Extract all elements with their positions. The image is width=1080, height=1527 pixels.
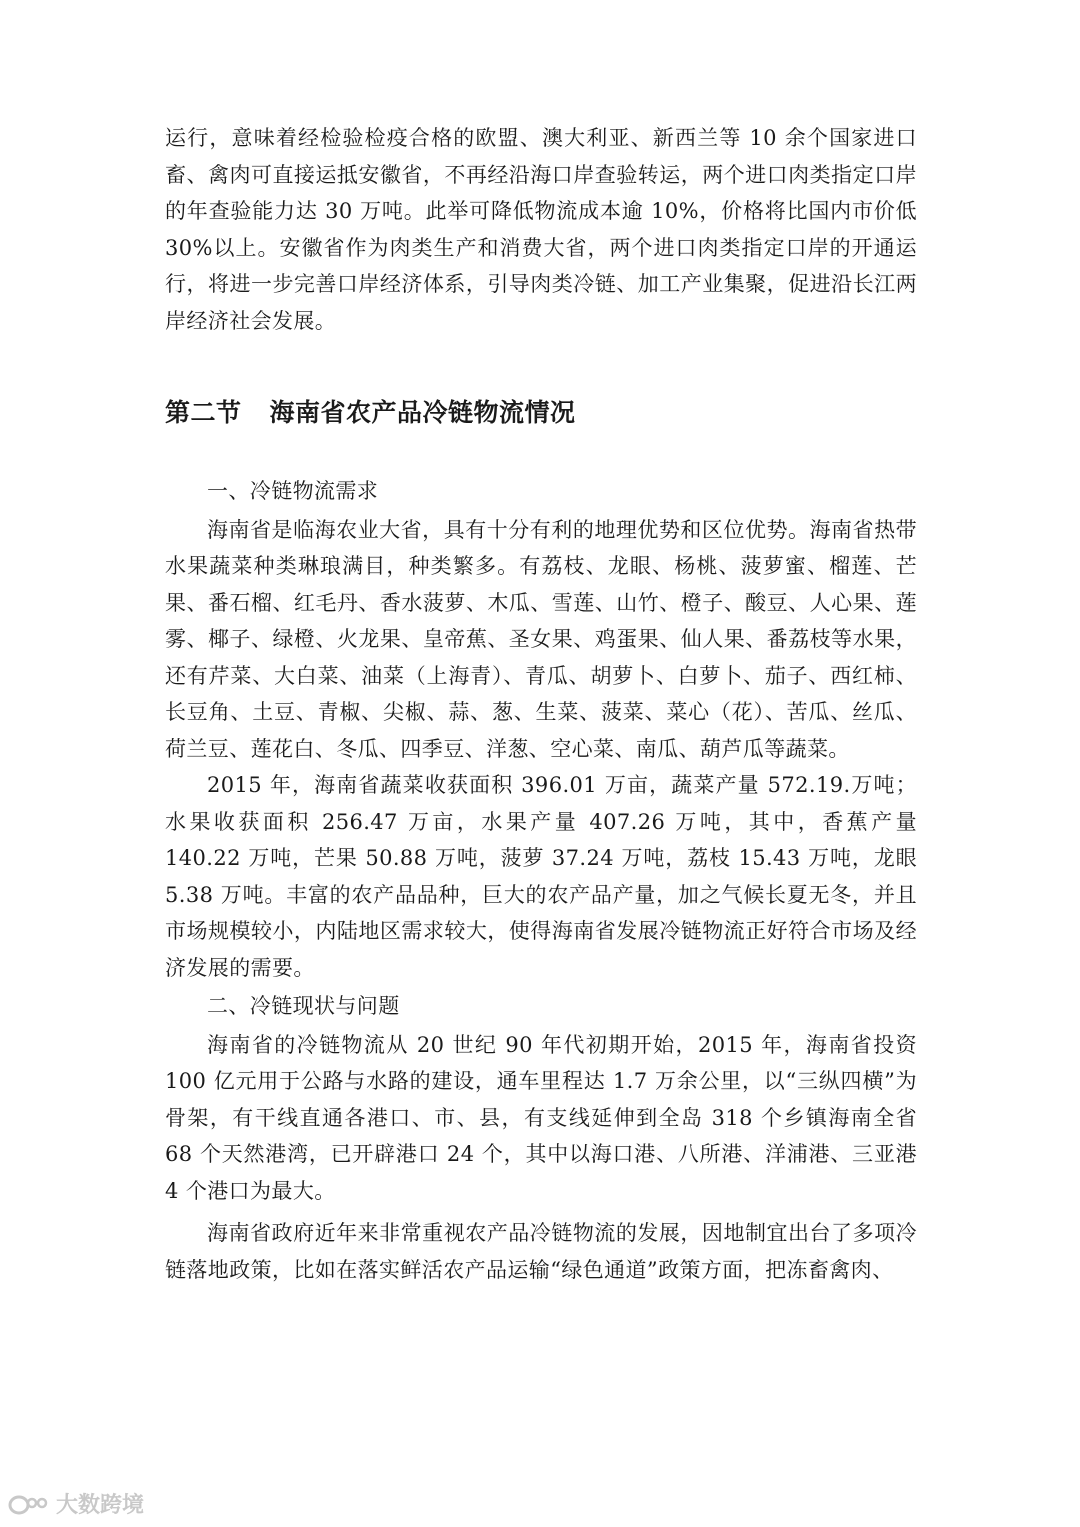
section-number: 第二节 (165, 398, 242, 427)
body-paragraph: 海南省是临海农业大省，具有十分有利的地理优势和区位优势。海南省热带水果蔬菜种类琳琅满目，种类繁多。有荔枝、龙眼、杨桃、菠萝蜜、榴莲、芒果、番石榴、红毛丹、香水菠萝、木瓜、雪莲、山竹、橙子、酸豆、人心果、莲雾、椰子、绿橙、火龙果、皇帝蕉、圣女果、鸡蛋果、仙人果、番荔枝等水果，还有芹菜、大白菜、油菜（上海青）、青瓜、胡萝卜、白萝卜、茄子、西红柿、长豆角、土豆、青椒、尖椒、蒜、葱、生菜、菠菜、菜心（花）、苦瓜、丝瓜、荷兰豆、莲花白、冬瓜、四季豆、洋葱、空心菜、南瓜、葫芦瓜等蔬菜。 (165, 517, 917, 761)
subsection-heading: 二、冷链现状与问题 (207, 994, 400, 1018)
watermark-text: 大数跨境 (56, 1493, 145, 1518)
logo-icon (8, 1491, 50, 1517)
subsection-heading: 一、冷链物流需求 (207, 479, 379, 503)
document-page (165, 120, 917, 1288)
watermark (8, 1488, 144, 1519)
body-paragraph: 海南省政府近年来非常重视农产品冷链物流的发展，因地制宜出台了多项冷链落地政策，比如在落实鲜活农产品运输“绿色通道”政策方面，把冻畜禽肉、 (165, 1221, 917, 1282)
section-heading (165, 395, 917, 431)
body-paragraph: 2015 年，海南省蔬菜收获面积 396.01 万亩，蔬菜产量 572.19.万吨；水果收获面积 256.47 万亩，水果产量 407.26 万吨，其中，香蕉产量 140.22 万吨，芒果 50.88 万吨，菠萝 37.24 万吨，荔枝 15.43 万吨，龙眼 5.38 万吨。丰富的农产品品种，巨大的农产品产量，加之气候长夏无冬，并且市场规模较小，内陆地区需求较大，使得海南省发展冷链物流正好符合市场及经济发展的需要。 (165, 773, 917, 980)
body-paragraph: 运行，意味着经检验检疫合格的欧盟、澳大利亚、新西兰等 10 余个国家进口畜、禽肉可直接运抵安徽省，不再经沿海口岸查验转运，两个进口肉类指定口岸的年查验能力达 30 万吨。此举可降低物流成本逾 10%，价格将比国内市价低 30%以上。安徽省作为肉类生产和消费大省，两个进口肉类指定口岸的开通运行，将进一步完善口岸经济体系，引导肉类冷链、加工产业集聚，促进沿长江两岸经济社会发展。 (165, 126, 917, 333)
section-title: 海南省农产品冷链物流情况 (269, 398, 576, 427)
body-paragraph: 海南省的冷链物流从 20 世纪 90 年代初期开始，2015 年，海南省投资 100 亿元用于公路与水路的建设，通车里程达 1.7 万余公里，以“三纵四横”为骨架，有干线直通各港口、市、县，有支线延伸到全岛 318 个乡镇海南全省 68 个天然港湾，已开辟港口 24 个，其中以海口港、八所港、洋浦港、三亚港 4 个港口为最大。 (165, 1032, 917, 1203)
